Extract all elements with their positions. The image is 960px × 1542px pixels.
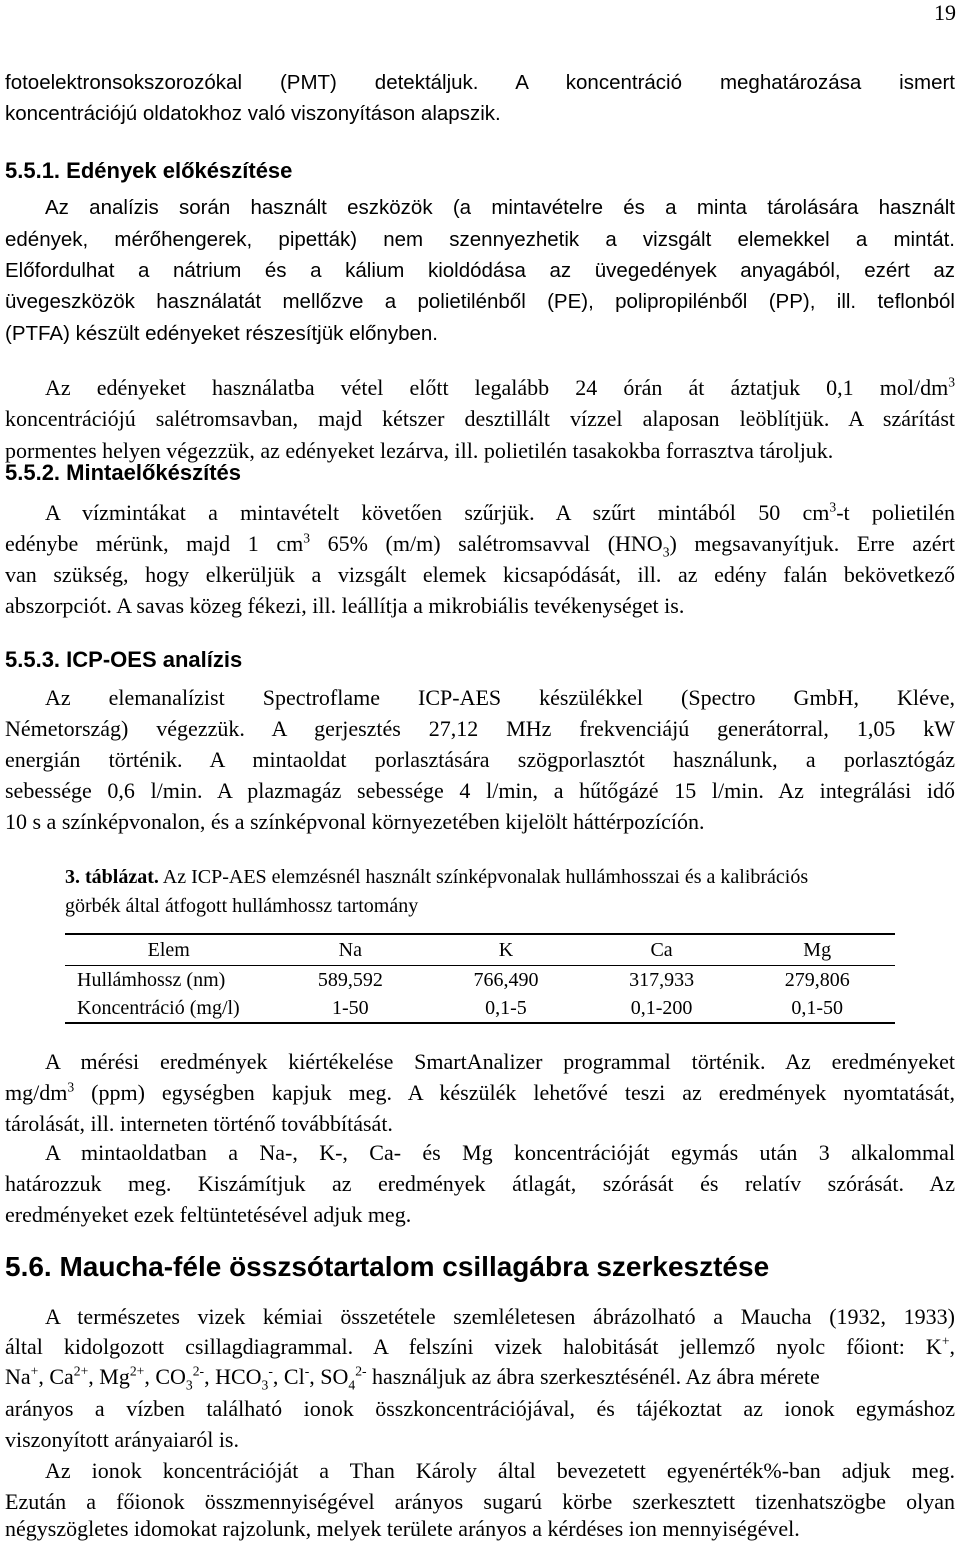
paragraph-line: eredményeket ezek feltüntetésével adjuk meg.	[5, 1202, 412, 1227]
paragraph-line: fotoelektronsokszorozókal (PMT) detektáljuk. A koncentráció meghatározása ismert	[5, 71, 955, 94]
table-row	[65, 966, 895, 995]
paragraph-line: Németország) végezzük. A gerjesztés 27,12 MHz frekvenciájú generátorral, 1,05 kW	[5, 716, 955, 741]
table-cell: 317,933	[629, 968, 695, 991]
paragraph-line: A mérési eredmények kiértékelése SmartAnalizer programmal történik. Az eredményeket	[45, 1049, 955, 1074]
section-heading-5-5-2: 5.5.2. Mintaelőkészítés	[5, 460, 241, 485]
table-cell: 1-50	[331, 996, 369, 1019]
table-cell: 0,1-5	[485, 996, 527, 1019]
table-caption: görbék által átfogott hullámhossz tartomány	[65, 895, 419, 917]
paragraph-line: Az edényeket használatba vétel előtt legalább 24 órán át áztatjuk 0,1 mol/$dm^3$	[45, 374, 955, 400]
table-header-row	[65, 935, 895, 966]
paragraph-line: A természetes vizek kémiai összetétele szemléletesen ábrázolható a Maucha (1932, 1933)	[45, 1304, 955, 1329]
table-header-cell: Mg	[739, 935, 895, 966]
table-header-cell: Ca	[584, 935, 740, 966]
table-cell: 0,1-200	[630, 996, 693, 1019]
table-caption: 3. táblázat. Az ICP-AES elemzésnél használt színképvonalak hullámhosszai és a kalibrációs	[65, 866, 809, 888]
section-heading-5-5-1: 5.5.1. Edények előkészítése	[5, 158, 293, 183]
paragraph-line: abszorpciót. A savas közeg fékezi, ill. leállítja a mikrobiális tevékenységet is.	[5, 593, 685, 618]
paragraph-line: Az analízis során használt eszközök (a mintavételre és a minta tárolására használt	[45, 196, 955, 219]
table-cell: 589,592	[317, 968, 383, 991]
paragraph-line: edénybe mérünk, majd 1 $cm^3$ 65% (m/m) salétromsavval $(HNO_3)$ megsavanyítjuk. Erre azért	[5, 530, 955, 560]
paragraph-line: van szükség, hogy elkerüljük a vizsgált elemek kicsapódását, ill. az edény falán bekövetkező	[5, 562, 955, 587]
section-heading-5-6: 5.6. Maucha-féle összsótartalom csillagábra szerkesztése	[5, 1251, 770, 1282]
paragraph-line: arányos a vízben található ionok összkoncentrációjával, és tájékoztat az ionok egymáshoz	[5, 1396, 955, 1421]
data-table	[65, 933, 895, 1024]
table-cell: Hullámhossz (nm)	[77, 968, 226, 991]
table-cell: 766,490	[473, 968, 539, 991]
table-cell: 0,1-50	[791, 996, 844, 1019]
paragraph-line: (PTFA) készült edényeket részesítjük előnyben.	[5, 322, 438, 345]
paragraph-line: négyszögletes idomokat rajzolunk, melyek területe arányos a kérdéses ion mennyiségével.	[5, 1516, 800, 1541]
paragraph-line: Előfordulhat a nátrium és a kálium kioldódása az üvegedények anyagából, ezért az	[5, 259, 955, 282]
paragraph-line: viszonyított arányaiaról is.	[5, 1427, 239, 1452]
paragraph-line: pormentes helyen végezzük, az edényeket lezárva, ill. polietilén tasakokba forrasztva tároljuk.	[5, 438, 834, 463]
paragraph-line: tárolását, ill. interneten történő továbbítását.	[5, 1111, 393, 1136]
paragraph-line: koncentrációjú oldatokhoz való viszonyításon alapszik.	[5, 102, 501, 125]
table-cell: Koncentráció (mg/l)	[77, 996, 240, 1019]
paragraph-line: energián történik. A mintaoldat porlasztására szögporlasztót használunk, a porlasztógáz	[5, 747, 955, 772]
paragraph-line: Az ionok koncentrációját a Than Károly által bevezetett egyenérték%-ban adjuk meg.	[45, 1458, 955, 1483]
table-row	[65, 994, 895, 1022]
table-header-cell: K	[428, 935, 584, 966]
paragraph-line: sebessége 0,6 l/min. A plazmagáz sebessége 4 l/min, a hűtőgázé 15 l/min. Az integrálási idő	[5, 778, 955, 803]
paragraph-line: Na+, $Ca^{2+}$, $Mg^{2+}$, $CO_3^{2-}$, $HCO_3^-$, Cl-, $SO_4^{2-}$ használjuk az ábra szerkesztésénél. Az ábra mérete	[5, 1363, 820, 1393]
section-heading-5-5-3: 5.5.3. ICP-OES analízis	[5, 647, 243, 672]
paragraph-line: $mg/dm^3$ (ppm) egységben kapjuk meg. A készülék lehetővé teszi az eredmények nyomtatását,	[5, 1079, 955, 1105]
paragraph-line: határozzuk meg. Kiszámítjuk az eredmények átlagát, szórását és relatív szórását. Az	[5, 1171, 955, 1196]
paragraph-line: A mintaoldatban a Na-, K-, Ca- és Mg koncentrációját egymás után 3 alkalommal	[45, 1140, 955, 1165]
paragraph-line: koncentrációjú salétromsavban, majd kétszer desztillált vízzel alaposan leöblítjük. A szárítást	[5, 406, 955, 431]
page-number: 19	[934, 0, 956, 25]
paragraph-line: Ezután a főionok összmennyiségével arányos sugarú körbe szerkesztett tizenhatszögbe olyan	[5, 1489, 955, 1514]
paragraph-line: edények, mérőhengerek, pipetták) nem szennyezhetik a vizsgált elemekkel a mintát.	[5, 228, 955, 251]
table-header-cell: Na	[273, 935, 429, 966]
table-cell: 279,806	[784, 968, 850, 991]
paragraph-line: 10 s a színképvonalon, és a színképvonal környezetében kijelölt háttérpozícíón.	[5, 809, 705, 834]
paragraph-line: üvegeszközök használatát mellőzve a polietilénből (PE), polipropilénből (PP), ill. teflonból	[5, 290, 955, 313]
paragraph-line: A vízmintákat a mintavételt követően szűrjük. A szűrt mintából 50 $cm^3-t$ polietilén	[45, 499, 956, 525]
paragraph-line: Az elemanalízist Spectroflame ICP-AES készülékkel (Spectro GmbH, Kléve,	[45, 685, 955, 710]
table-header-cell: Elem	[65, 935, 273, 966]
paragraph-line: által kidolgozott csillagdiagrammal. A felszíni vizek halobitását jellemző nyolc főiont: K+,	[5, 1333, 955, 1359]
